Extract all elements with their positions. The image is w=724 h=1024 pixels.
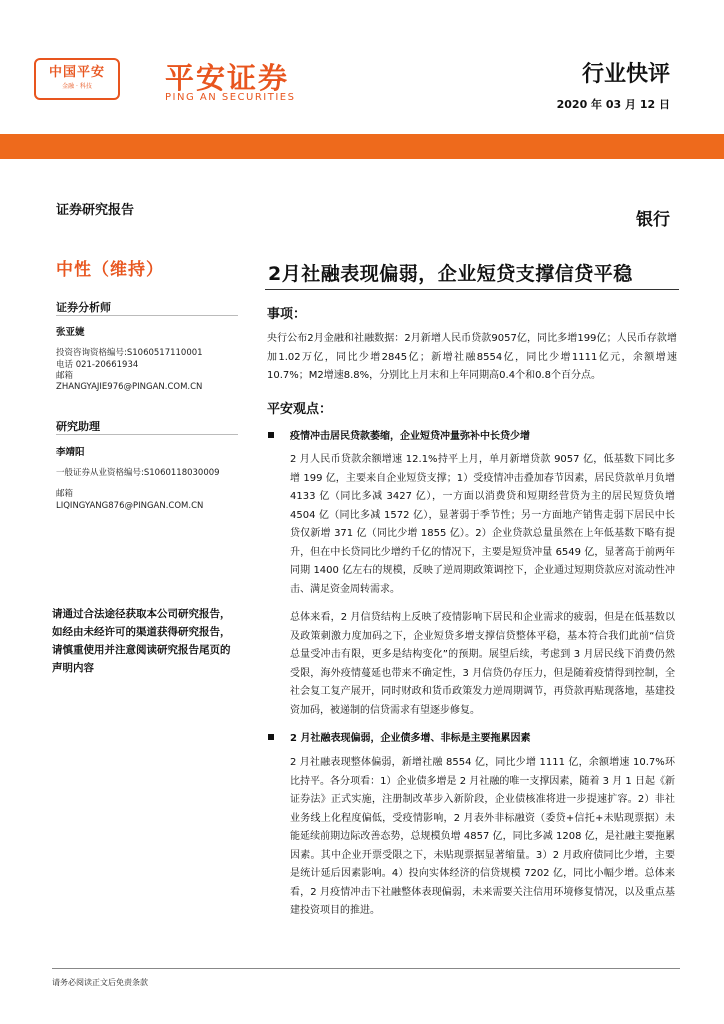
industry-label: 银行 [636,210,670,230]
event-paragraph: 央行公布2月金融和社融数据：2月新增人民币贷款9057亿，同比多增199亿；人民币存款增加1.02万亿，同比少增2845亿；新增社融8554亿，同比少增1111亿元，余额增速10.7%；M2增速8.8%，分别比上月末和上年同期高0.4个和0.8个百分点。 [267,333,677,381]
bullet1-paragraph-1: 2 月人民币贷款余额增速 12.1%持平上月，单月新增贷款 9057 亿，低基数下同比多增 199 亿，主要来自企业短贷支撑；1）受疫情冲击叠加春节因素，居民贷款单月负增 4133 亿（同比多减 3427 亿），一方面以消费贷和短期经营贷为主的居民短贷负增 4504 亿（同比多减 1572 亿），显著弱于季节性；另一方面地产销售走弱下居民中长贷仅新增 371 亿（同比少增 1855 亿）。2）企业贷款总量虽然在上年低基数下略有提升，但在中长贷同比少增约千亿的情况下，主要是短贷冲量 6549 亿，显著高于前两年同期 1400 亿左右的规模，反映了逆周期政策调控下，企业通过短期贷款应对流动性冲击、满足资金周转需求。 [290,454,675,595]
analyst-email[interactable]: ZHANGYAJIE976@PINGAN.COM.CN [56,382,203,392]
brand-name-cn: 平安证券 [165,61,290,95]
analyst-divider [56,315,238,316]
footer-note: 请务必阅读正文后免责条款 [52,978,148,987]
rating: 中性（维持） [56,260,164,280]
report-category: 证券研究报告 [56,203,135,218]
analyst-email-label: 邮箱 [56,371,74,381]
report-date: 2020 年 03 月 12 日 [556,98,670,111]
analyst-phone: 电话 021-20661934 [56,360,139,370]
analyst-heading: 证券分析师 [56,301,111,314]
assistant-heading: 研究助理 [56,420,100,433]
assistant-name: 李靖阳 [56,447,85,458]
header-orange-bar [0,134,724,159]
event-heading: 事项： [267,307,307,322]
report-headline: 2月社融表现偏弱，企业短贷支撑信贷平稳 [268,263,633,285]
bullet1-paragraph-2: 总体来看，2 月信贷结构上反映了疫情影响下居民和企业需求的疲弱，但是在低基数以及政策刺激力度加码之下，企业短贷多增支撑信贷整体平稳，基本符合我们此前“信贷总量受冲击有限，更多是结构变化”的预期。展望后续，考虑到 3 月居民线下消费仍然受限，海外疫情蔓延也带来不确定性，3 月信贷仍存压力，但是随着疫情得到控制，全社会复工复产展开，同时财政和货币政策发力逆周期调节，再贷款再贴现落地，基建投资加码，被递制的信贷需求有望逐步修复。 [290,612,675,716]
analyst-cert: 投资咨询资格编号:S1060517110001 [56,348,203,358]
bullet2-title: 2 月社融表现偏弱，企业债多增、非标是主要拖累因素 [290,733,531,744]
assistant-cert: 一般证券从业资格编号:S1060118030009 [56,468,220,478]
brand-name-en: PING AN SECURITIES [165,92,296,103]
bullet1-title: 疫情冲击居民贷款萎缩，企业短贷冲量弥补中长贷少增 [290,431,530,442]
bullet-square-icon [268,734,274,740]
assistant-email[interactable]: LIQINGYANG876@PINGAN.COM.CN [56,501,204,511]
report-type: 行业快评 [581,62,670,87]
assistant-divider [56,434,238,435]
footer-divider [52,968,680,969]
analyst-name: 张亚婕 [56,327,85,338]
headline-divider [265,289,679,290]
disclaimer-note: 请通过合法途径获取本公司研究报告，如经由未经许可的渠道获得研究报告，请慎重使用并注意阅读研究报告尾页的声明内容 [52,608,231,674]
logo-main-text: 中国平安 [48,65,105,80]
bullet2-paragraph-1: 2 月社融表现整体偏弱，新增社融 8554 亿，同比少增 1111 亿，余额增速 10.7%环比持平。各分项看：1）企业债多增是 2 月社融的唯一支撑因素，随着 3 月 1 日起《新证券法》正式实施，注册制改革步入新阶段，企业债核准将进一步提速扩容。2）非社业务线上化程度偏低，受疫情影响，2 月表外非标融资（委贷+信托+未贴现票据）未能延续前期边际改善态势，总规模负增 4857 亿，同比多减 1208 亿，是社融主要拖累因素。其中企业开票受限之下，未贴现票据显著缩量。3）2 月政府债同比少增，主要是统计延后因素影响。4）投向实体经济的信贷规模 7202 亿，同比小幅少增。总体来看，2 月疫情冲击下社融整体表现偏弱，未来需要关注信用环境修复情况，以及重点基建投资项目的推进。 [290,757,675,916]
view-heading: 平安观点： [267,402,333,417]
pingan-group-logo [34,58,120,100]
assistant-email-label: 邮箱 [56,489,74,499]
bullet-square-icon [268,432,274,438]
logo-sub-text: 金融 · 科技 [62,83,92,90]
